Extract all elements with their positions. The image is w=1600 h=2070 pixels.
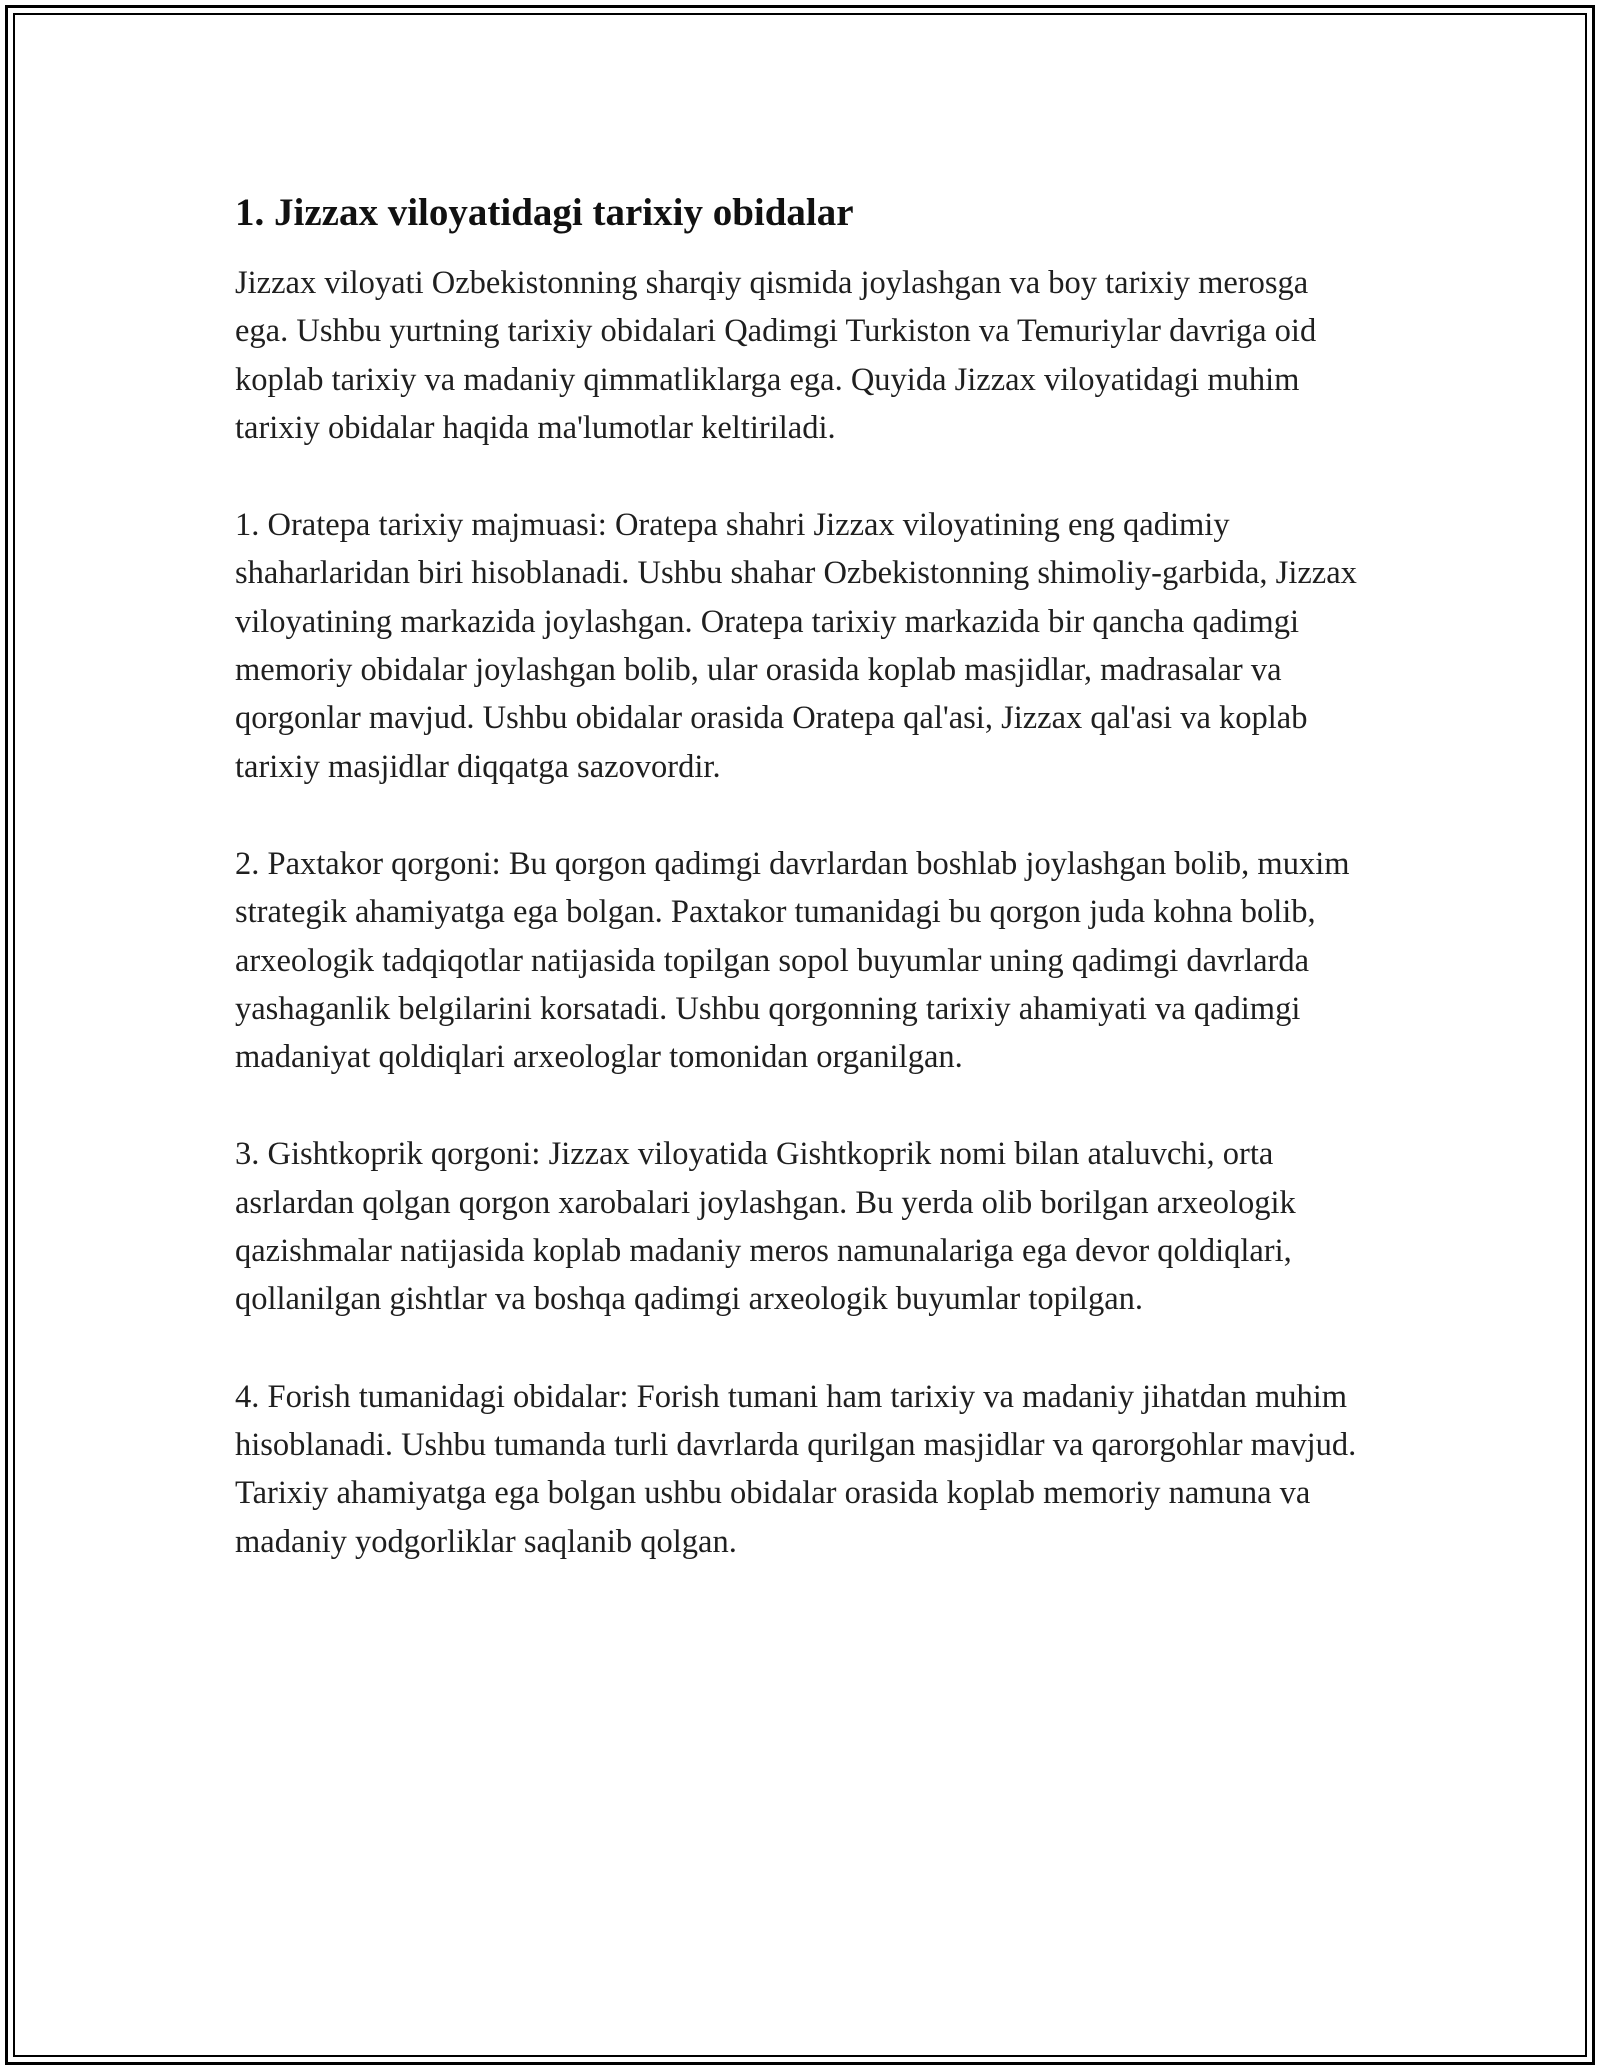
document-body [235,185,1365,1615]
paragraph-paxtakor: 2. Paxtakor qorgoni: Bu qorgon qadimgi davrlardan boshlab joylashgan bolib, muxim strategik ahamiyatga ega bolgan. Paxtakor tumanidagi bu qorgon juda kohna bolib, arxeologik tadqiqotlar natijasida topilgan sopol buyumlar uning qadimgi davrlarda yashaganlik belgilarini korsatadi. Ushbu qorgonning tarixiy ahamiyati va qadimgi madaniyat qoldiqlari arxeologlar tomonidan organilgan. [235,845,1350,1076]
paragraph-forish: 4. Forish tumanidagi obidalar: Forish tumani ham tarixiy va madaniy jihatdan muhim hisoblanadi. Ushbu tumanda turli davrlarda qurilgan masjidlar va qarorgohlar mavjud. Tarixiy ahamiyatga ega bolgan ushbu obidalar orasida koplab memoriy namuna va madaniy yodgorliklar saqlanib qolgan. [235,1378,1357,1560]
paragraph-gishtkoprik: 3. Gishtkoprik qorgoni: Jizzax viloyatida Gishtkoprik nomi bilan ataluvchi, orta asrlardan qolgan qorgon xarobalari joylashgan. Bu yerda olib borilgan arxeologik qazishmalar natijasida koplab madaniy meros namunalariga ega devor qoldiqlari, qollanilgan gishtlar va boshqa qadimgi arxeologik buyumlar topilgan. [235,1136,1296,1318]
section-heading: 1. Jizzax viloyatidagi tarixiy obidalar [235,191,854,234]
intro-paragraph: Jizzax viloyati Ozbekistonning sharqiy qismida joylashgan va boy tarixiy merosga ega. Ushbu yurtning tarixiy obidalari Qadimgi Turkiston va Temuriylar davriga oid koplab tarixiy va madaniy qimmatliklarga ega. Quyida Jizzax viloyatidagi muhim tarixiy obidalar haqida ma'lumotlar keltiriladi. [235,265,1317,446]
paragraph-oratepa: 1. Oratepa tarixiy majmuasi: Oratepa shahri Jizzax viloyatining eng qadimiy shaharlaridan biri hisoblanadi. Ushbu shahar Ozbekistonning shimoliy-garbida, Jizzax viloyatining markazida joylashgan. Oratepa tarixiy markazida bir qancha qadimgi memoriy obidalar joylashgan bolib, ular orasida koplab masjidlar, madrasalar va qorgonlar mavjud. Ushbu obidalar orasida Oratepa qal'asi, Jizzax qal'asi va koplab tarixiy masjidlar diqqatga sazovordir. [235,507,1357,785]
